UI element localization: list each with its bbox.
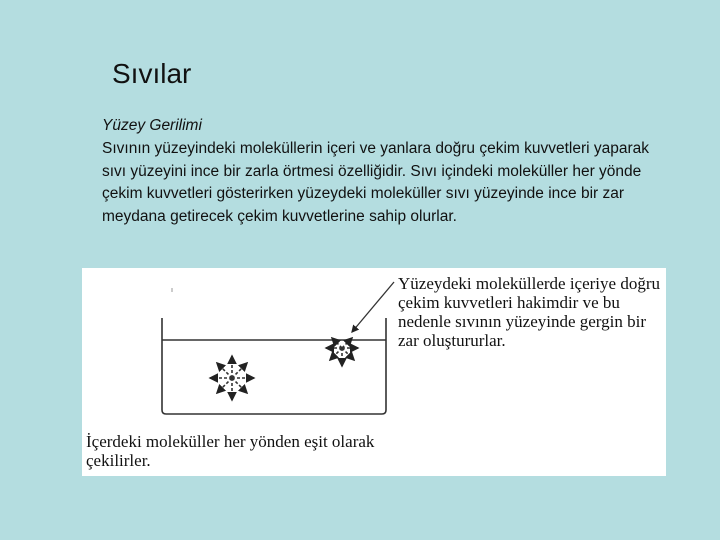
inner-molecules-caption: İçerdeki moleküller her yönden eşit olarak çekilirler.	[86, 432, 375, 470]
slide-subtitle: Yüzey Gerilimi	[102, 117, 202, 134]
inner-molecule-forces	[210, 356, 254, 400]
slide-title: Sıvılar	[112, 58, 192, 89]
surface-molecules-caption: Yüzeydeki moleküllerde içeriye doğru çekim kuvvetleri hakimdir ve bu nedenle sıvının yüzeyinde gergin bir zar oluştururlar.	[398, 274, 660, 350]
caption-pointer-arrow	[352, 282, 394, 332]
slide-body-text: Sıvının yüzeyindeki moleküllerin içeri ve yanlara doğru çekim kuvvetleri yaparak sıvı yüzeyini ince bir zarla örtmesi özelliğidir. Sıvı içindeki moleküller her yönde çekim kuvvetleri gösterirken yüzeydeki moleküller sıvı yüzeyinde ince bir zar meydana getirecek çekim kuvvetlerine sahip olurlar.	[102, 140, 650, 225]
vessel-outline	[162, 318, 386, 414]
surface-molecule-forces	[326, 338, 358, 366]
surface-tension-figure	[82, 268, 666, 476]
